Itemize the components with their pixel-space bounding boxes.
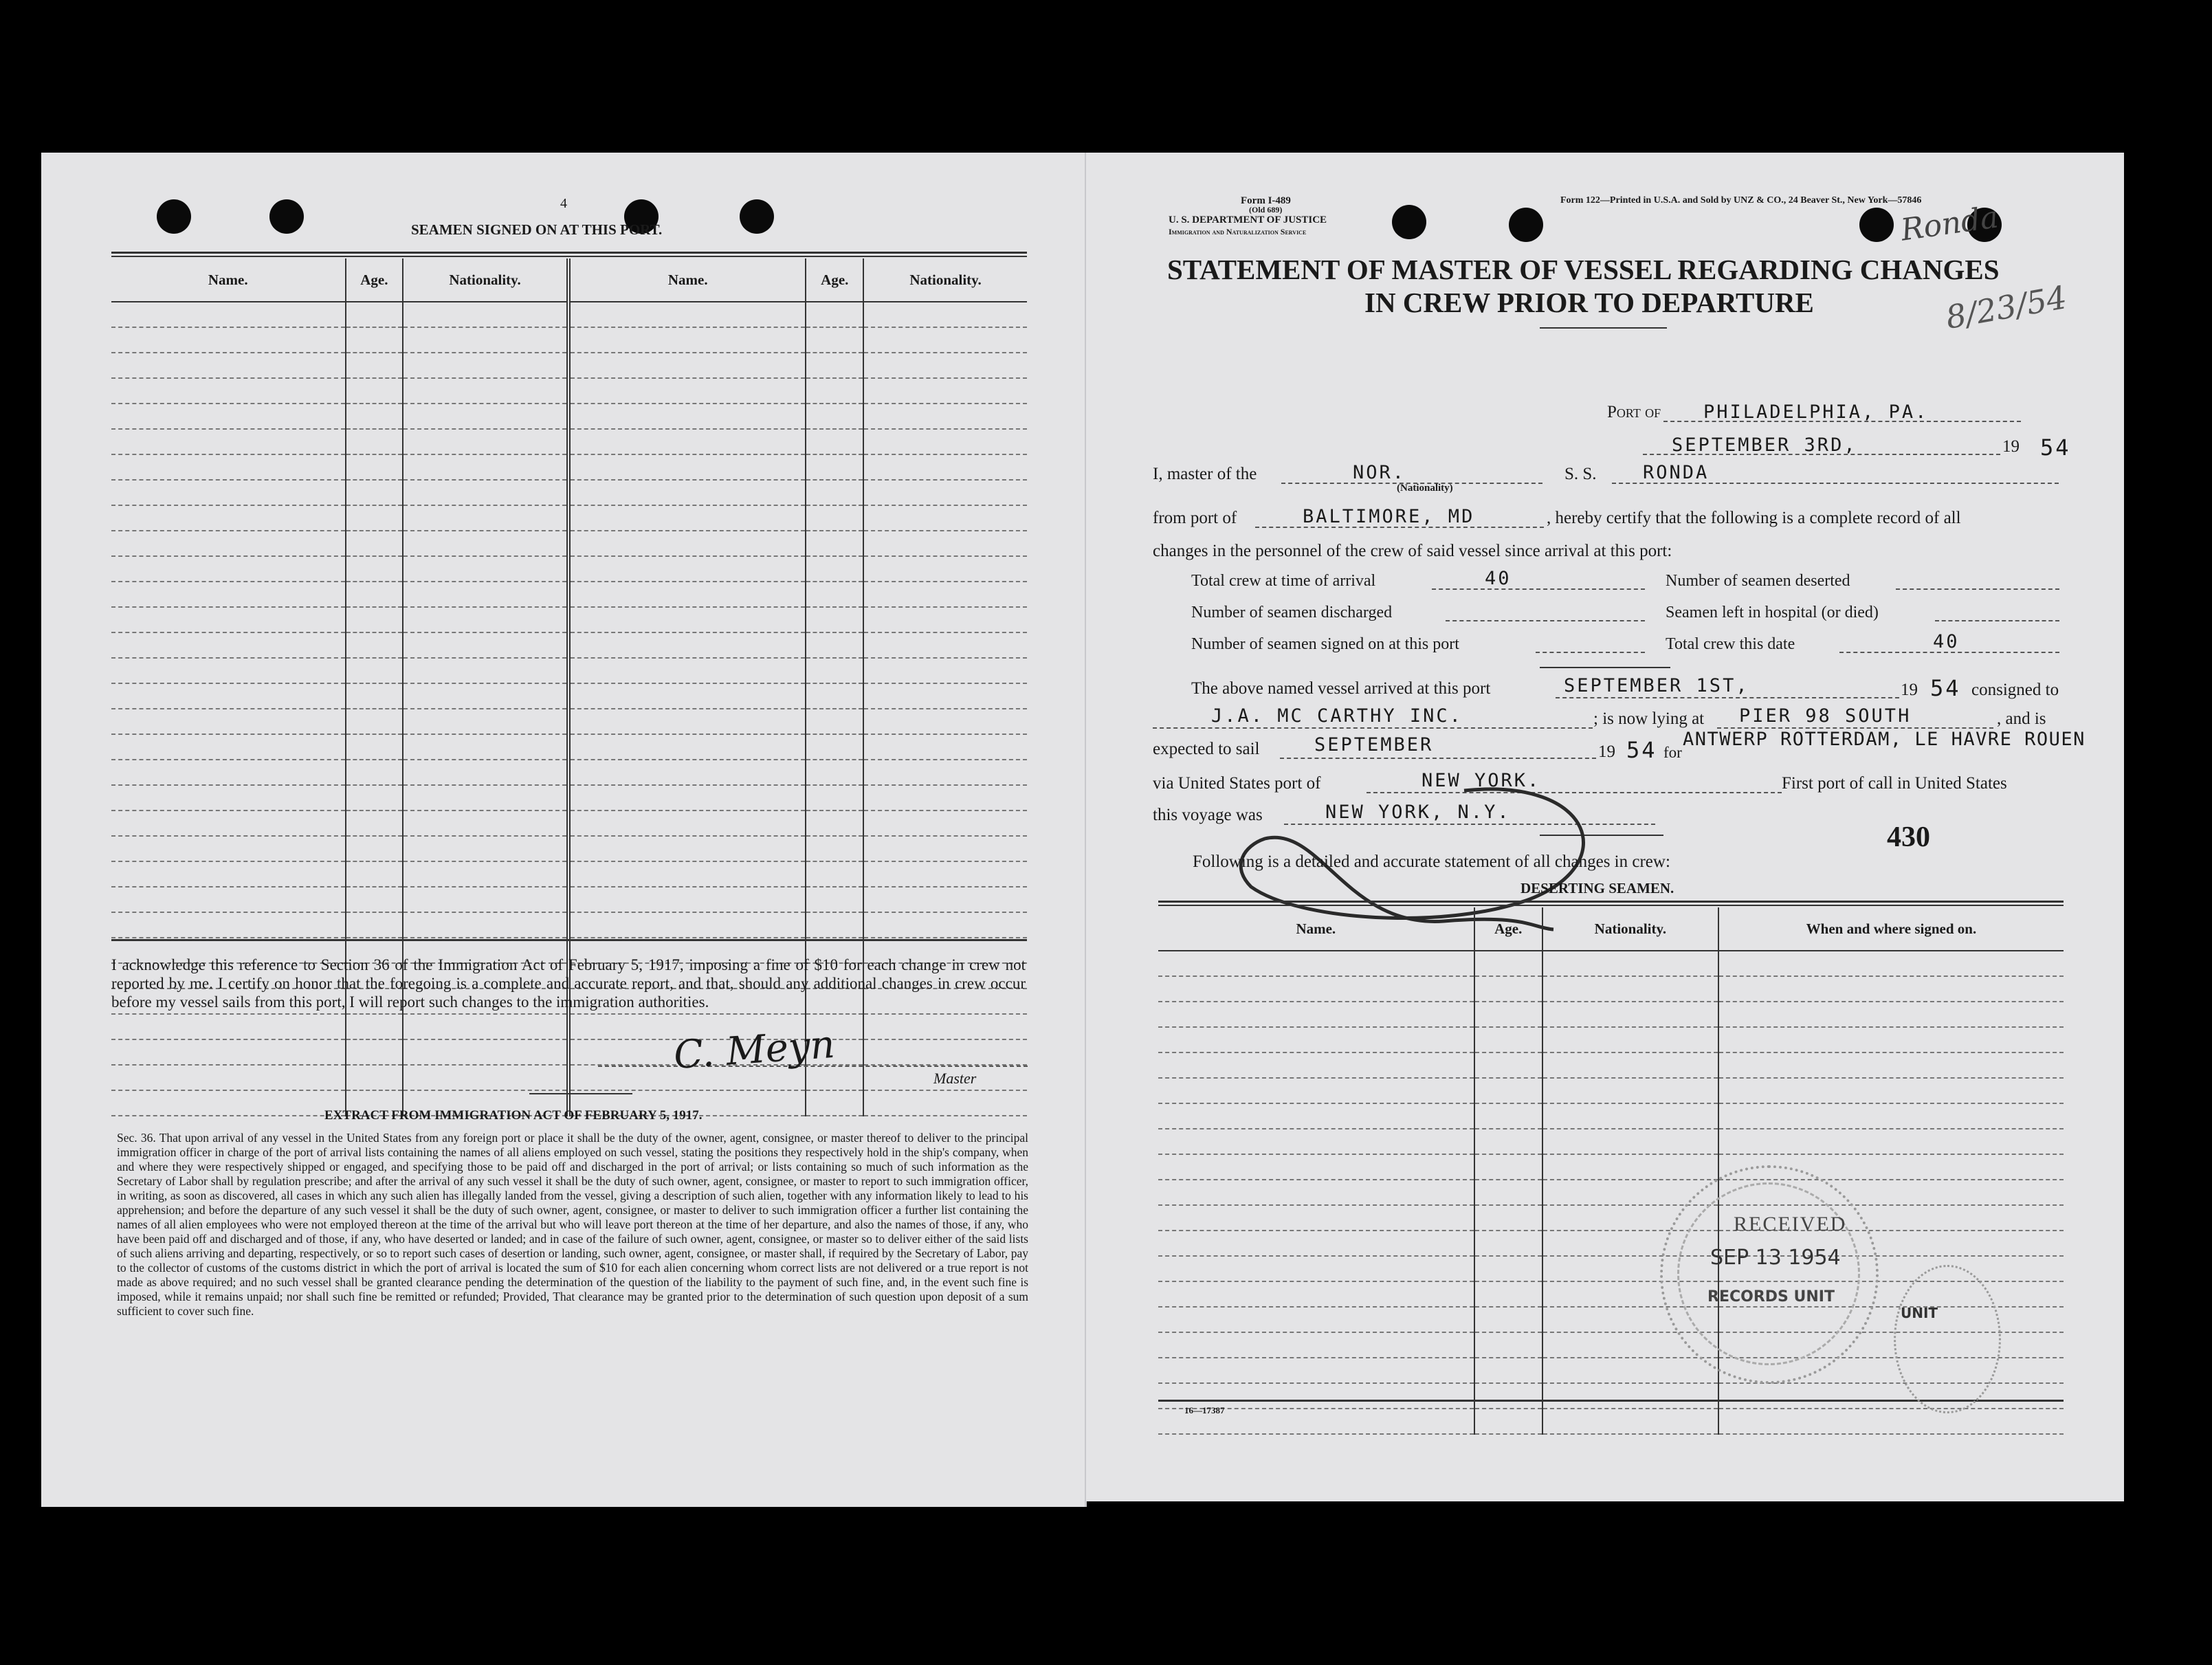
table-row bbox=[1158, 1002, 2064, 1027]
table-row bbox=[1158, 1409, 2064, 1434]
stamp-date: SEP 13 1954 bbox=[1710, 1246, 1841, 1270]
via-label: via United States port of bbox=[1153, 774, 1321, 793]
table-row bbox=[111, 505, 1027, 531]
col-name: Name. bbox=[111, 258, 346, 302]
ss-label: S. S. bbox=[1564, 465, 1597, 483]
from-port-value: BALTIMORE, MD bbox=[1303, 506, 1475, 527]
table-row bbox=[111, 378, 1027, 404]
col-age: Age. bbox=[806, 258, 863, 302]
table-row bbox=[1158, 1129, 2064, 1154]
stamp-unit: RECORDS UNIT bbox=[1707, 1288, 1835, 1305]
table-row bbox=[111, 760, 1027, 785]
consigned-label: consigned to bbox=[1971, 681, 2059, 699]
voyage-value: NEW YORK, N.Y. bbox=[1325, 802, 1511, 823]
rule bbox=[111, 252, 1027, 254]
table-row bbox=[111, 556, 1027, 582]
table-row bbox=[111, 480, 1027, 505]
table-row bbox=[111, 429, 1027, 454]
form-title: STATEMENT OF MASTER OF VESSEL REGARDING CHANGES bbox=[1167, 254, 2000, 285]
table-row bbox=[111, 912, 1027, 938]
col-signed-on: When and where signed on. bbox=[1718, 907, 2064, 951]
rule bbox=[1158, 905, 2064, 906]
punch-hole bbox=[1509, 208, 1543, 242]
lying-label: ; is now lying at bbox=[1593, 709, 1705, 728]
punch-hole bbox=[269, 199, 304, 234]
handwritten-ship: Ronda bbox=[1899, 199, 2001, 248]
table-row bbox=[1158, 1103, 2064, 1129]
for-label: for bbox=[1663, 744, 1682, 761]
printer-line: Form 122—Printed in U.S.A. and Sold by UNZ & CO., 24 Beaver St., New York—57846 bbox=[1560, 195, 1922, 206]
table-row bbox=[1158, 1180, 2064, 1205]
table-row bbox=[1158, 1231, 2064, 1256]
date-value: SEPTEMBER 3RD, bbox=[1672, 434, 1857, 456]
deserted-label: Number of seamen deserted bbox=[1666, 572, 1850, 590]
table-row bbox=[111, 836, 1027, 861]
table-row bbox=[111, 327, 1027, 353]
arrived-year-prefix: 19 bbox=[1901, 681, 1918, 699]
hospital-label: Seamen left in hospital (or died) bbox=[1666, 604, 1879, 621]
master-signature: C. Meyn bbox=[672, 1022, 837, 1079]
certify-text: , hereby certify that the following is a complete record of all bbox=[1547, 509, 1961, 527]
table-row bbox=[111, 531, 1027, 556]
port-label: Port of bbox=[1607, 403, 1661, 421]
rule bbox=[1158, 901, 2064, 903]
signed-on-label: Number of seamen signed on at this port bbox=[1191, 635, 1459, 653]
total-crew-arrival-value: 40 bbox=[1485, 568, 1512, 589]
stamp-received-text: RECEIVED bbox=[1734, 1213, 1847, 1235]
rule bbox=[111, 256, 1027, 257]
col-name: Name. bbox=[568, 258, 806, 302]
stamp-unit-partial: UNIT bbox=[1901, 1305, 1938, 1321]
table-row bbox=[111, 454, 1027, 480]
and-is-text: , and is bbox=[1997, 709, 2046, 728]
punch-hole bbox=[157, 199, 191, 234]
fill-line bbox=[1896, 588, 2059, 590]
col-nationality: Nationality. bbox=[403, 258, 568, 302]
col-age: Age. bbox=[1474, 907, 1542, 951]
voyage-label: this voyage was bbox=[1153, 806, 1263, 824]
table-row bbox=[111, 887, 1027, 912]
discharged-label: Number of seamen discharged bbox=[1191, 604, 1393, 621]
fill-line bbox=[1556, 697, 1899, 698]
expected-label: expected to sail bbox=[1153, 740, 1260, 758]
table-row bbox=[111, 404, 1027, 429]
total-crew-arrival-label: Total crew at time of arrival bbox=[1191, 572, 1376, 590]
first-port-label: First port of call in United States bbox=[1782, 774, 2007, 793]
extract-heading: EXTRACT FROM IMMIGRATION ACT OF FEBRUARY 5, 1917. bbox=[324, 1108, 703, 1123]
received-stamp-inner bbox=[1677, 1182, 1860, 1365]
fill-line bbox=[1446, 620, 1645, 621]
total-crew-date-value: 40 bbox=[1933, 631, 1960, 652]
table-row bbox=[111, 1065, 1027, 1090]
divider bbox=[529, 1093, 632, 1094]
rule bbox=[111, 939, 1027, 941]
table-row bbox=[111, 734, 1027, 760]
service: Immigration and Naturalization Service bbox=[1169, 227, 1307, 236]
changes-text: changes in the personnel of the crew of said vessel since arrival at this port: bbox=[1153, 542, 1672, 560]
punch-hole bbox=[740, 199, 774, 234]
table-row bbox=[111, 632, 1027, 658]
form-subtitle: IN CREW PRIOR TO DEPARTURE bbox=[1364, 287, 1814, 318]
master-label: I, master of the bbox=[1153, 465, 1257, 483]
table-row bbox=[1158, 1154, 2064, 1180]
table-row bbox=[111, 1014, 1027, 1039]
table-row bbox=[1158, 976, 2064, 1002]
col-nationality: Nationality. bbox=[863, 258, 1027, 302]
extract-text: Sec. 36. That upon arrival of any vessel in the United States from any foreign port or place it shall be the duty of the owner, agent, consignee, or master thereof to deliver to the principal immigration officer in charge of the port of arrival lists containing the names of all aliens employed on such vessel, stating the positions they respectively hold in the ship's company, when and where they were respectively shipped or engaged, and specifying those to be paid off and discharged in the port of arrival; or lists containing so much of such information as the Secretary of Labor shall by regulation prescribe; and after the arrival of any such vessel it shall be the duty of such owner, agent, consignee, or master to report to such immigration officer, in writing, as soon as discovered, all cases in which any such alien has illegally landed from the vessel, giving a description of such alien, together with any information likely to lead to his apprehension; and before the departure of any such vessel it shall be the duty of such owner, agent, consignee, or master to deliver to such immigration officer a further list containing the names of all alien employees who were not employed thereon at the time of the arrival but who will leave port thereon at the time of her departure, and also the names of those, if any, who have been paid off and discharged and of those, if any, who have deserted or landed; and in case of the failure of such owner, agent, consignee, or master so to deliver either of the said lists of such aliens arriving and departing, respectively, or so to report such cases of desertion or landing, such owner, agent, consignee, or master shall, if required by the Secretary of Labor, pay to the collector of customs of the customs district in which the port of arrival is located the sum of $10 for each alien concerning whom correct lists are not delivered or a true report is not made as above required; and no such vessel shall be granted clearance pending the determination of the question of the liability to the payment of such fine, and, in the event such fine is imposed, while it remains unpaid; nor shall such fine be remitted or refunded; Provided, That clearance may be granted prior to the determination of such question upon deposit of a sum sufficient to cover such fine. bbox=[117, 1131, 1028, 1318]
via-value: NEW YORK. bbox=[1422, 770, 1541, 791]
lying-value: PIER 98 SOUTH bbox=[1739, 705, 1912, 727]
stamp-number: 430 bbox=[1887, 822, 1930, 853]
fill-line bbox=[1432, 588, 1645, 590]
table-row bbox=[111, 353, 1027, 378]
expected-year: 54 bbox=[1626, 737, 1657, 763]
table-row bbox=[111, 1039, 1027, 1065]
arrived-year: 54 bbox=[1930, 675, 1961, 701]
punch-hole bbox=[1859, 208, 1894, 242]
fill-line bbox=[1153, 727, 1593, 729]
handwritten-date: 8/23/54 bbox=[1943, 278, 2070, 336]
form-number: Form I-489 bbox=[1241, 195, 1291, 206]
ship-name: RONDA bbox=[1643, 462, 1710, 483]
table-row bbox=[111, 582, 1027, 607]
destination-value: ANTWERP ROTTERDAM, LE HAVRE ROUEN bbox=[1683, 729, 2086, 750]
table-row bbox=[1158, 1052, 2064, 1078]
table-row bbox=[111, 861, 1027, 887]
from-port-label: from port of bbox=[1153, 509, 1237, 527]
divider bbox=[1540, 667, 1670, 668]
table-row bbox=[111, 811, 1027, 836]
following-text: Following is a detailed and accurate statement of all changes in crew: bbox=[1193, 852, 1670, 871]
left-heading: SEAMEN SIGNED ON AT THIS PORT. bbox=[411, 221, 663, 238]
total-crew-date-label: Total crew this date bbox=[1666, 635, 1795, 653]
table-row bbox=[1158, 1205, 2064, 1231]
divider bbox=[1540, 327, 1667, 329]
col-nationality: Nationality. bbox=[1542, 907, 1718, 951]
fill-line bbox=[1536, 652, 1645, 653]
page-number: 4 bbox=[560, 196, 567, 211]
table-row bbox=[111, 683, 1027, 709]
arrived-label: The above named vessel arrived at this port bbox=[1191, 679, 1491, 698]
signature-role: Master bbox=[933, 1070, 977, 1087]
expected-year-prefix: 19 bbox=[1598, 742, 1615, 761]
table-row bbox=[1158, 1027, 2064, 1052]
expected-value: SEPTEMBER bbox=[1314, 734, 1434, 756]
punch-hole bbox=[1392, 205, 1426, 239]
consignee-value: J.A. MC CARTHY INC. bbox=[1211, 705, 1463, 727]
table-row bbox=[111, 302, 1027, 327]
table-row bbox=[111, 709, 1027, 734]
table-row bbox=[1158, 951, 2064, 976]
table-row bbox=[111, 785, 1027, 811]
footer-code: 16—17387 bbox=[1184, 1405, 1225, 1415]
table-row bbox=[1158, 1078, 2064, 1103]
deserting-heading: DESERTING SEAMEN. bbox=[1520, 880, 1674, 896]
form-old: (Old 689) bbox=[1249, 205, 1283, 214]
year-prefix: 19 bbox=[2002, 437, 2020, 456]
table-row bbox=[111, 607, 1027, 632]
department: U. S. DEPARTMENT OF JUSTICE bbox=[1169, 214, 1327, 225]
table-row bbox=[111, 658, 1027, 683]
nationality-caption: (Nationality) bbox=[1397, 483, 1453, 494]
fill-line bbox=[1935, 620, 2059, 621]
year-value: 54 bbox=[2040, 434, 2071, 461]
acknowledgment-text: I acknowledge this reference to Section 36 of the Immigration Act of February 5, 1917, imposing a fine of $10 for each change in crew not reported by me. I certify on honor that the foregoing is a complete and accurate report, and that, should any additional changes in crew occur before my vessel sails from this port, I will report such changes to the immigration authorities. bbox=[111, 956, 1026, 1011]
arrived-value: SEPTEMBER 1ST, bbox=[1564, 675, 1749, 696]
nationality-value: NOR. bbox=[1353, 462, 1406, 483]
col-name: Name. bbox=[1158, 907, 1474, 951]
second-stamp-edge bbox=[1894, 1265, 2001, 1413]
col-age: Age. bbox=[346, 258, 403, 302]
port-value: PHILADELPHIA, PA. bbox=[1703, 401, 1929, 423]
